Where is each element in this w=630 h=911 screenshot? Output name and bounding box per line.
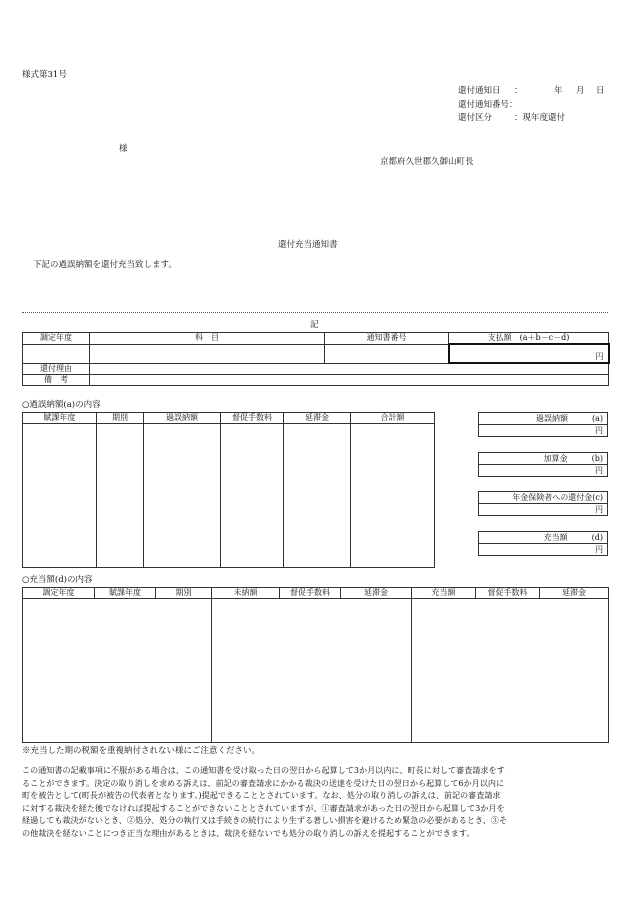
subject-cell bbox=[90, 344, 325, 363]
d-header-appropriation: 充当額 bbox=[412, 588, 476, 599]
notice-line: の他裁決を経ないことにつき正当な理由があるときは、裁決を経ないでも処分の取り消しの訴えを提起することができます。 bbox=[22, 827, 475, 838]
a-header-total: 合計額 bbox=[351, 413, 435, 424]
refund-reason-label: 還付理由 bbox=[23, 363, 90, 375]
summary-box-b bbox=[478, 452, 608, 477]
refund-reason-cell bbox=[90, 363, 609, 375]
section-d-title: ○充当額(d)の内容 bbox=[22, 575, 93, 585]
refund-category-label: 還付区分 bbox=[458, 113, 493, 123]
remarks-cell bbox=[90, 375, 609, 386]
d-header-levy-year: 賦課年度 bbox=[95, 588, 156, 599]
table-cell bbox=[97, 424, 144, 568]
document-title: 還付充当通知書 bbox=[278, 240, 338, 250]
a-header-period: 期別 bbox=[97, 413, 144, 424]
section-a-title: ○過誤納額(a)の内容 bbox=[22, 400, 101, 410]
a-header-levy-year: 賦課年度 bbox=[23, 413, 97, 424]
notice-line: ることができます。決定の取り消しを求める訴えは、前記の審査請求にかかる裁決の送達を受けた日の翌日から起算して6か月以内に bbox=[22, 777, 505, 788]
issuer: 京都府久世郡久御山町長 bbox=[380, 157, 474, 167]
d-header-reminder-fee: 督促手数料 bbox=[280, 588, 341, 599]
summary-b-yen: 円 bbox=[479, 465, 608, 477]
header-subject: 科 目 bbox=[90, 333, 325, 345]
table-cell bbox=[23, 599, 212, 743]
separator-line bbox=[22, 312, 608, 313]
d-header-assessment-year: 調定年度 bbox=[23, 588, 95, 599]
header-assessment-year: 調定年度 bbox=[23, 333, 90, 345]
notice-date-label: 還付通知日 bbox=[458, 86, 501, 96]
header-payment-amount: 支払額 (a＋b－c－d) bbox=[449, 333, 609, 345]
d-header-late-charge-2: 延滞金 bbox=[540, 588, 609, 599]
remarks-label: 備 考 bbox=[23, 375, 90, 386]
table-cell bbox=[23, 424, 97, 568]
a-header-overpayment: 過誤納額 bbox=[144, 413, 221, 424]
notice-number-label: 還付通知番号： bbox=[458, 100, 518, 110]
table-cell bbox=[351, 424, 435, 568]
notice-date-colon: ： bbox=[514, 86, 523, 96]
summary-box-a bbox=[478, 412, 608, 437]
summary-d-yen: 円 bbox=[479, 544, 608, 556]
summary-a-label: 過誤納額 (a) bbox=[479, 413, 608, 425]
form-number: 様式第31号 bbox=[22, 70, 67, 80]
refund-category-value: ：現年度還付 bbox=[514, 113, 566, 123]
summary-a-yen: 円 bbox=[479, 425, 608, 437]
table-cell bbox=[212, 599, 412, 743]
d-header-unpaid: 未納額 bbox=[212, 588, 280, 599]
notice-line: に対する裁決を経た後でなければ提起することができないこととされていますが、①審査請求があった日の翌日から起算して3か月を bbox=[22, 802, 505, 813]
notice-line: 経過しても裁決がないとき、②処分、処分の執行又は手続きの続行により生ずる著しい損害を避けるため緊急の必要があるとき、③そ bbox=[22, 815, 507, 825]
payment-amount-cell: 円 bbox=[449, 344, 609, 363]
a-header-late-charge: 延滞金 bbox=[284, 413, 351, 424]
appropriation-table bbox=[22, 587, 609, 743]
notice-line: この通知書の記載事項に不服がある場合は、この通知書を受け取った日の翌日から起算して3か月以内に、町長に対して審査請求をす bbox=[22, 765, 505, 775]
summary-d-label: 充当額 (d) bbox=[479, 532, 608, 544]
month-unit: 月 bbox=[576, 86, 585, 96]
d-header-late-charge: 延滞金 bbox=[341, 588, 412, 599]
appeal-notice bbox=[22, 764, 612, 839]
table-cell bbox=[412, 599, 609, 743]
summary-c-label: 年金保険者への還付金(c) bbox=[479, 492, 608, 504]
intro-text: 下記の過誤納額を還付充当致します。 bbox=[33, 260, 177, 270]
assessment-year-cell bbox=[23, 344, 90, 363]
overpayment-table bbox=[22, 412, 435, 568]
summary-box-d bbox=[478, 531, 608, 556]
notice-line: 町を被告として(町長が被告の代表者となります。)提起できることとされています。なお、処分の取り消しの訴えは、前記の審査請求 bbox=[22, 790, 501, 800]
table-cell bbox=[144, 424, 221, 568]
d-header-period: 期別 bbox=[156, 588, 212, 599]
summary-box-c bbox=[478, 491, 608, 516]
ki-heading: 記 bbox=[310, 320, 319, 330]
day-unit: 日 bbox=[596, 86, 605, 96]
caution-text: ※充当した期の税額を重複納付されない様にご注意ください。 bbox=[22, 746, 261, 756]
table-cell bbox=[221, 424, 284, 568]
summary-c-yen: 円 bbox=[479, 504, 608, 516]
d-header-reminder-fee-2: 督促手数料 bbox=[476, 588, 540, 599]
table-cell bbox=[284, 424, 351, 568]
year-unit: 年 bbox=[554, 86, 563, 96]
a-header-reminder-fee: 督促手数料 bbox=[221, 413, 284, 424]
addressee-suffix: 様 bbox=[119, 144, 128, 154]
notice-number-cell bbox=[325, 344, 449, 363]
summary-b-label: 加算金 (b) bbox=[479, 453, 608, 465]
main-table bbox=[22, 332, 610, 386]
header-notice-number: 通知書番号 bbox=[325, 333, 449, 345]
